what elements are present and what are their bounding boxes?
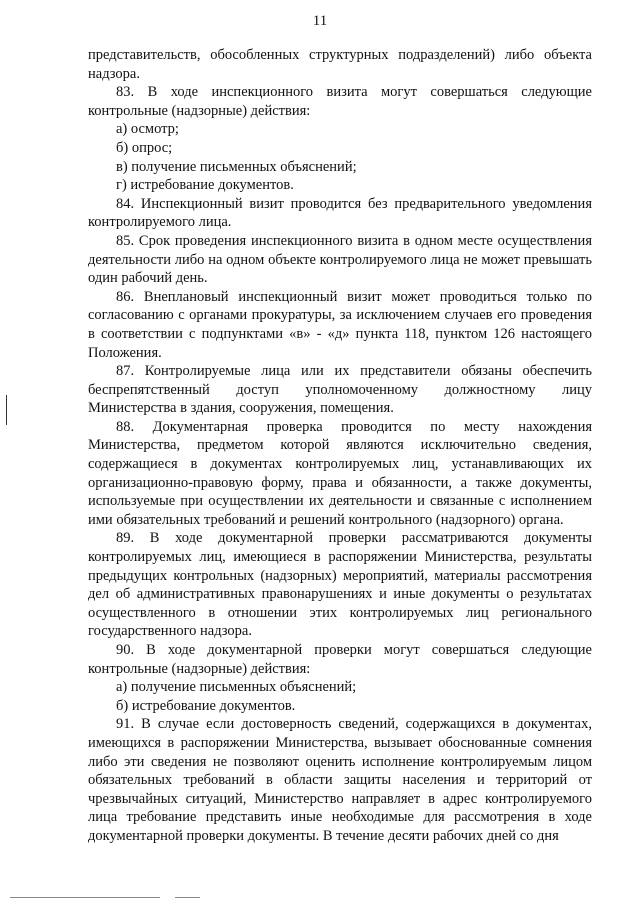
paragraph-83: 83. В ходе инспекционного визита могут совершаться следующие контрольные (надзорные) действия: [88,84,592,119]
footer-rule [10,897,160,898]
margin-mark [6,395,7,425]
paragraph-85: 85. Срок проведения инспекционного визита в одном месте осуществления деятельности либо на одном объекте контролируемого лица не может превышать один рабочий день. [88,232,592,287]
paragraph-86: 86. Внеплановый инспекционный визит может проводиться только по согласованию с органами прокуратуры, за исключением случаев его проведения в соответствии с подпунктами «в» - «д» пункта 118, пунктом 126 настоящего Положения. [88,288,592,361]
document-body [88,46,592,846]
paragraph-90: 90. В ходе документарной проверки могут совершаться следующие контрольные (надзорные) действия: [88,642,592,677]
page-number: 11 [312,13,328,29]
list-item: а) получение письменных объяснений; [116,679,357,696]
list-item: б) опрос; [116,139,173,156]
footer-rule [175,897,200,898]
list-item: г) истребование документов. [116,177,294,194]
paragraph-91: 91. В случае если достоверность сведений, содержащихся в документах, имеющихся в распоряжении Министерства, вызывает обоснованные сомнения либо эти сведения не позволяют оценить исполнение контролируемым лицом обязательных требований в области защиты населения и территорий от чрезвычайных ситуаций, Министерство направляет в адрес контролируемого лица требование представить иные необходимые для рассмотрения в ходе документарной проверки документы. В течение десяти рабочих дней со дня [88,716,592,844]
paragraph-88: 88. Документарная проверка проводится по месту нахождения Министерства, предметом которой являются исключительно сведения, содержащиеся в документах контролируемых лиц, устанавливающих их организационно-правовую форму, права и обязанности, а также документы, используемые при осуществлении их деятельности и связанные с исполнением ими обязательных требований и решений контрольного (надзорного) органа. [88,418,592,528]
paragraph-89: 89. В ходе документарной проверки рассматриваются документы контролируемых лиц, имеющиеся в распоряжении Министерства, результаты предыдущих контрольных (надзорных) мероприятий, материалы рассмотрения дел об административных правонарушениях и иные документы о результатах осуществленного в отношении этих контролируемых лиц регионального государственного надзора. [88,530,592,640]
list-item: в) получение письменных объяснений; [116,158,357,175]
paragraph-84: 84. Инспекционный визит проводится без предварительного уведомления контролируемого лица. [88,195,592,231]
paragraph-87: 87. Контролируемые лица или их представители обязаны обеспечить беспрепятственный доступ уполномоченному должностному лицу Министерства в здания, сооружения, помещения. [88,363,592,417]
list-item: а) осмотр; [116,121,179,138]
list-item: б) истребование документов. [116,697,296,714]
paragraph-continuation: представительств, обособленных структурных подразделений) либо объекта надзора. [88,47,592,82]
